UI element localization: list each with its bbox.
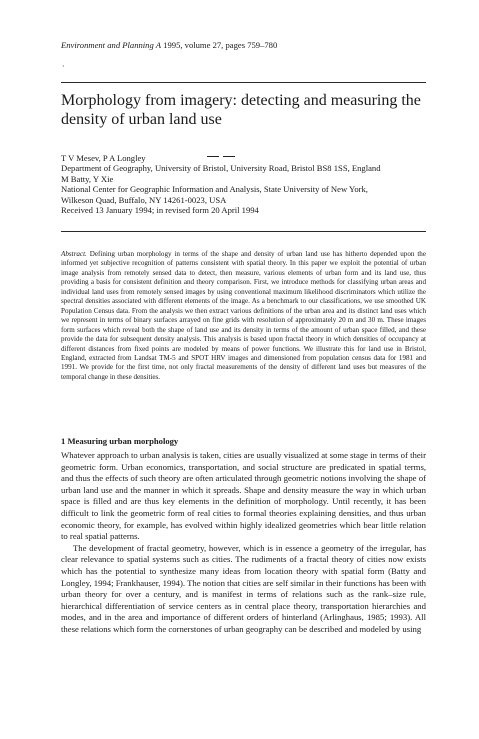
body-paragraph: Whatever approach to urban analysis is taken, cities are usually visualized at some stage in terms of their geometric form. Urban economics, transportation, and social structure are predicated in spatial terms, and thus the effects of such theory are often articulated through geometric notions involving the shape of urban land use and the manner in which it spreads. Shape and density measure the way in which urban space is filled and are thus key elements in the definition of morphology. Until recently, it has been difficult to link the geometric form of real cities to formal theories explaining densities, and thus urban economic theory, for example, has evolved within highly idealized geometries which bear little relation to real spatial patterns. bbox=[61, 450, 426, 542]
affiliation-2-line-2: Wilkeson Quad, Buffalo, NY 14261-0023, USA bbox=[61, 194, 227, 205]
journal-name: Environment and Planning A bbox=[61, 40, 162, 50]
journal-citation bbox=[61, 40, 277, 50]
abstract-text: Defining urban morphology in terms of the shape and density of urban land use has hitherto depended upon the informed yet subjective recognition of patterns consistent with spatial theory. In this paper we exploit the potential of urban image analysis from remotely sensed data to detect, then measure, various elements of urban form and its land use, thus providing a basis for consistent definition and theory comparison. First, we introduce methods for classifying urban areas and individual land uses from remotely sensed images by using conventional maximum likelihood discriminators which utilize the spectral densities associated with different elements of the image. As a benchmark to our classifications, we use smoothed UK Population Census data. From the analysis we then extract various definitions of the urban area and its distinct land uses which we represent in terms of binary surfaces arrayed on fine grids with resolution of approximately 20 m and 30 m. These images form surfaces which reveal both the shape of land use and its density in terms of the amount of urban space filled, and these provide the data for subsequent density analysis. This analysis is based upon fractal theory in which densities of occupancy at different distances from fixed points are modeled by means of power functions. We illustrate this for land use in Bristol, England, extracted from Landsat TM-5 and SPOT HRV images and dimensioned from population census data for 1981 and 1991. We provide for the first time, not only fractal measurements of the density of different land uses but measures of the temporal change in these densities. bbox=[61, 250, 426, 381]
authors-line-2: M Batty, Y Xie bbox=[61, 173, 114, 184]
received-date: Received 13 January 1994; in revised form 20 April 1994 bbox=[61, 205, 259, 216]
abstract-label: Abstract. bbox=[61, 250, 87, 258]
article-title: Morphology from imagery: detecting and measuring the density of urban land use bbox=[61, 92, 421, 128]
body-paragraph: The development of fractal geometry, however, which is in essence a geometry of the irregular, has clear relevance to spatial systems such as cities. The rudiments of a fractal theory of cities now exists which has the potential to synthesize many ideas from location theory with spatial form (Batty and Longley, 1994; Frankhauser, 1994). The notion that cities are self similar in their functions has been with urban theory for over a century, and is manifest in terms of relations such as the rank–size rule, hierarchical differentiation of service centers as in central place theory, transportation hierarchies and modes, and in the area and importance of different orders of hinterland (Arlinghaus, 1985; 1993). All these relations which form the cornerstones of urban geography can be described and modeled by using bbox=[61, 542, 426, 634]
affiliation-1: Department of Geography, University of Bristol, University Road, Bristol BS8 1SS, England bbox=[61, 163, 381, 174]
authors-line-1: T V Mesev, P A Longley bbox=[61, 153, 146, 163]
body-text bbox=[61, 450, 426, 636]
header-rule bbox=[61, 82, 426, 83]
journal-details: 1995, volume 27, pages 759–780 bbox=[163, 40, 278, 50]
affiliation-2-line-1: National Center for Geographic Information and Analysis, State University of New York, bbox=[61, 184, 368, 195]
authors-block bbox=[61, 153, 431, 215]
abstract-rule bbox=[61, 231, 426, 232]
abstract bbox=[61, 250, 426, 382]
margin-dot: · bbox=[62, 62, 65, 71]
section-heading: 1 Measuring urban morphology bbox=[61, 436, 179, 446]
